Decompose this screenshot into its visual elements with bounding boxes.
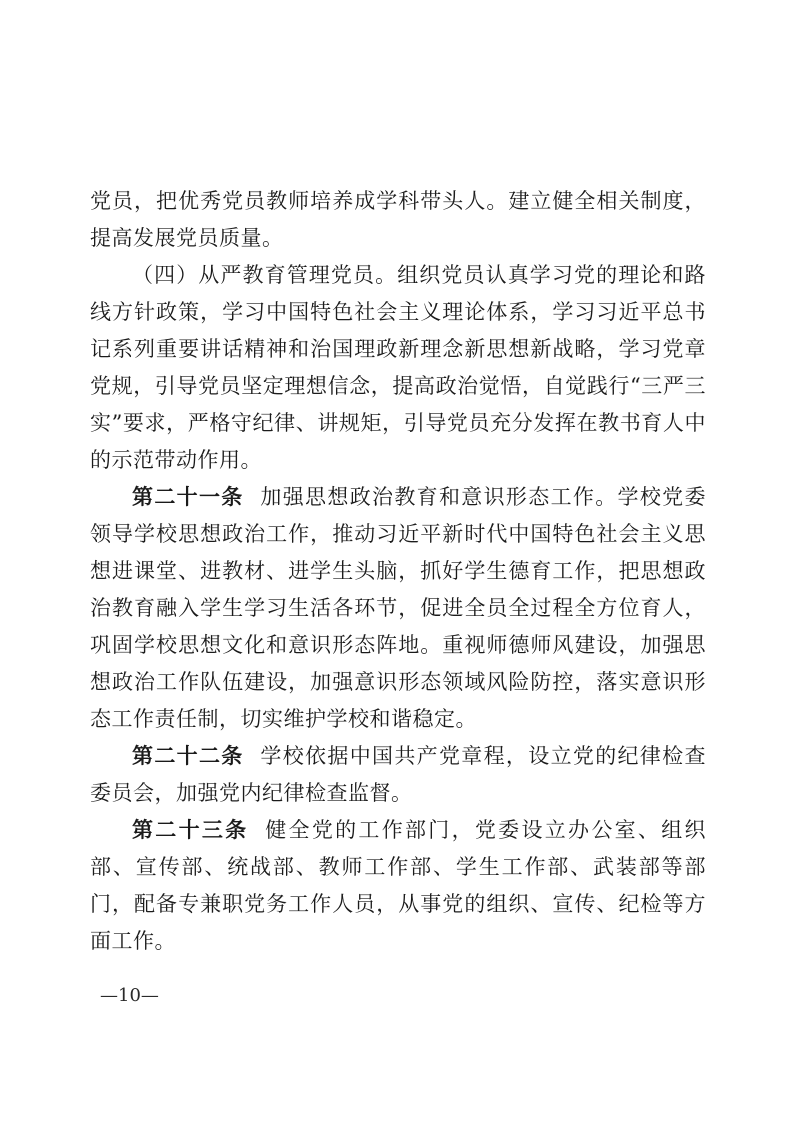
paragraph-article-22 xyxy=(90,738,706,812)
article-number-21: 第二十一条 xyxy=(132,485,244,509)
paragraph-article-21 xyxy=(90,479,706,738)
article-number-23: 第二十三条 xyxy=(132,818,249,842)
paragraph-text: 党员，把优秀党员教师培养成学科带头人。建立健全相关制度，提高发展党员质量。 xyxy=(90,189,706,250)
paragraph-text: 健全党的工作部门，党委设立办公室、组织部、宣传部、统战部、教师工作部、学生工作部、武装部等部门，配备专兼职党务工作人员，从事党的组织、宣传、纪检等方面工作。 xyxy=(90,818,707,953)
paragraph-continuation xyxy=(90,183,706,257)
article-number-22: 第二十二条 xyxy=(132,744,244,768)
page-number: —10— xyxy=(100,985,159,1006)
document-body xyxy=(90,183,706,960)
paragraph-text: 学校依据中国共产党章程，设立党的纪律检查委员会，加强党内纪律检查监督。 xyxy=(90,744,707,805)
paragraph-text: （四）从严教育管理党员。组织党员认真学习党的理论和路线方针政策，学习中国特色社会主义理论体系，学习习近平总书记系列重要讲话精神和治国理政新理念新思想新战略，学习党章党规，引导党员坚定理想信念，提高政治觉悟，自觉践行“三严三实”要求，严格守纪律、讲规矩，引导党员充分发挥在教书育人中的示范带动作用。 xyxy=(90,263,706,472)
paragraph-item-4 xyxy=(90,257,706,479)
paragraph-text: 加强思想政治教育和意识形态工作。学校党委领导学校思想政治工作，推动习近平新时代中国特色社会主义思想进课堂、进教材、进学生头脑，抓好学生德育工作，把思想政治教育融入学生学习生活各环节，促进全员全过程全方位育人，巩固学校思想文化和意识形态阵地。重视师德师风建设，加强思想政治工作队伍建设，加强意识形态领域风险防控，落实意识形态工作责任制，切实维护学校和谐稳定。 xyxy=(90,485,707,731)
paragraph-article-23 xyxy=(90,812,706,960)
